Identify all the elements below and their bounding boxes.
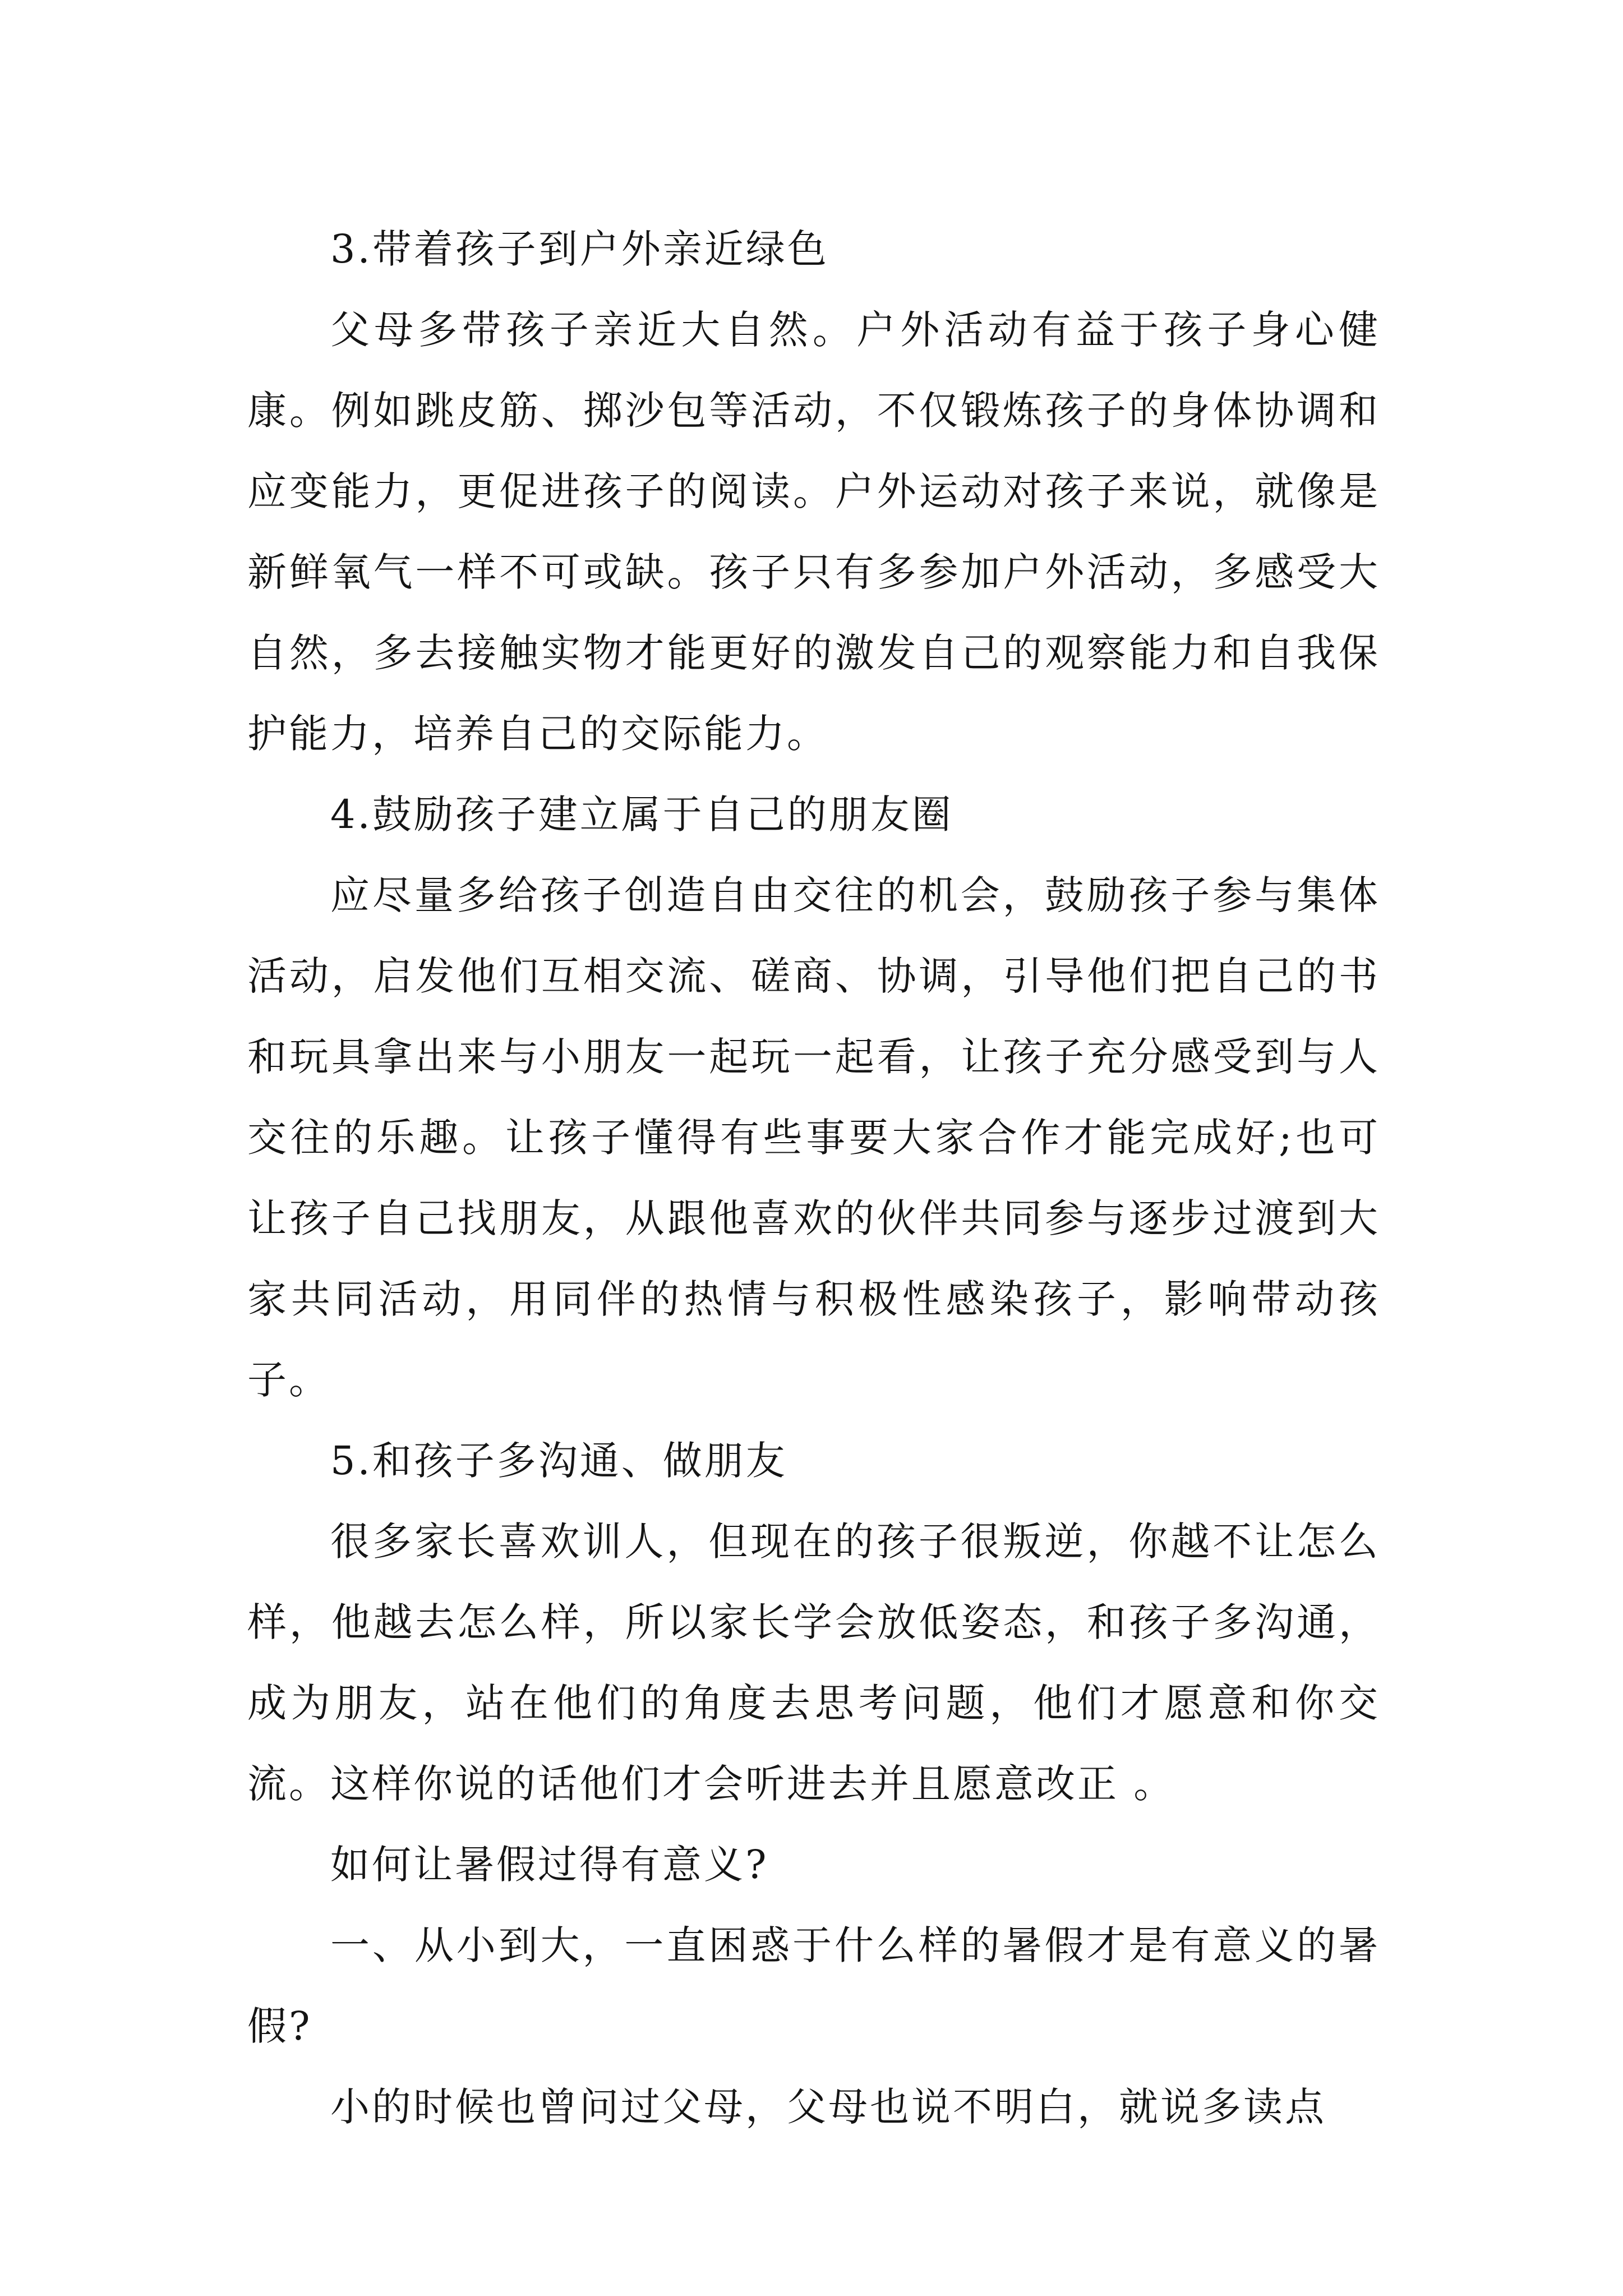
section-heading-friends: 4.鼓励孩子建立属于自己的朋友圈	[330, 792, 953, 838]
section-heading-outdoor: 3.带着孩子到户外亲近绿色	[330, 226, 829, 272]
paragraph-outdoor: 父母多带孩子亲近大自然。户外活动有益于孩子身心健康。例如跳皮筋、掷沙包等活动，不仅锻炼孩子的身体协调和应变能力，更促进孩子的阅读。户外运动对孩子来说，就像是新鲜氧气一样不可或缺。孩子只有多参加户外活动，多感受大自然，多去接触实物才能更好的激发自己的观察能力和自我保护能力，培养自己的交际能力。	[247, 307, 1380, 757]
paragraph-communicate: 很多家长喜欢训人，但现在的孩子很叛逆，你越不让怎么样，他越去怎么样，所以家长学会放低姿态，和孩子多沟通，成为朋友，站在他们的角度去思考问题，他们才愿意和你交流。这样你说的话他们才会听进去并且愿意改正 。	[247, 1519, 1380, 1807]
section-heading-summer: 如何让暑假过得有意义?	[330, 1842, 769, 1888]
paragraph-summer-answer: 小的时候也曾问过父母，父母也说不明白，就说多读点	[330, 2084, 1326, 2130]
paragraph-summer-question: 一、从小到大，一直困惑于什么样的暑假才是有意义的暑假?	[247, 1922, 1380, 2049]
document-body	[247, 209, 1380, 2147]
section-heading-communicate: 5.和孩子多沟通、做朋友	[330, 1438, 787, 1484]
paragraph-friends: 应尽量多给孩子创造自由交往的机会，鼓励孩子参与集体活动，启发他们互相交流、磋商、协调，引导他们把自己的书和玩具拿出来与小朋友一起玩一起看，让孩子充分感受到与人交往的乐趣。让孩子懂得有些事要大家合作才能完成好;也可让孩子自己找朋友，从跟他喜欢的伙伴共同参与逐步过渡到大家共同活动，用同伴的热情与积极性感染孩子，影响带动孩子。	[247, 872, 1380, 1403]
